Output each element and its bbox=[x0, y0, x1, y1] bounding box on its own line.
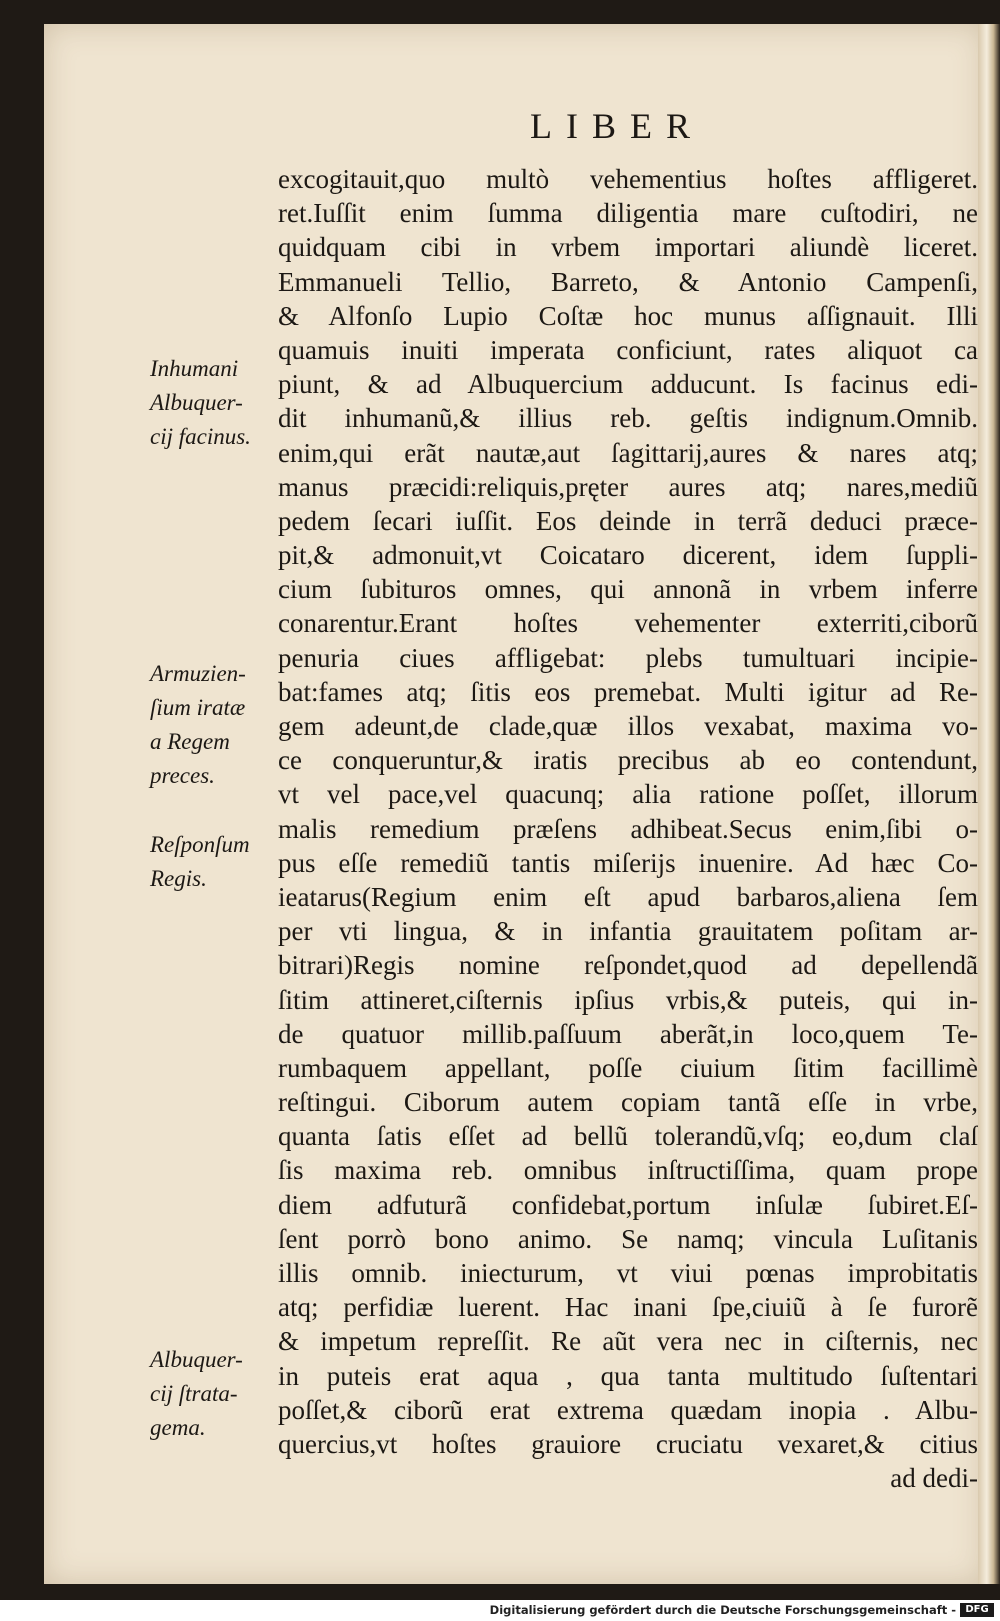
text-line: bat:fames atq; ſitis eos premebat. Multi igitur ad Re- bbox=[278, 676, 978, 707]
text-line: & Alfonſo Lupio Coſtæ hoc munus aſſignauit. Illi bbox=[278, 300, 978, 331]
text-line: enim,qui erãt nautæ,aut ſagittarij,aures & nares atq; bbox=[278, 437, 978, 468]
text-line: bitrari)Regis nomine reſpondet,quod ad depellendã bbox=[278, 950, 978, 981]
text-line: malis remedium præſens adhibeat.Secus enim,ſibi o- bbox=[278, 813, 978, 844]
marginal-note-line: Regis. bbox=[150, 866, 207, 891]
text-line: atq; perfidiæ luerent. Hac inani ſpe,ciuiũ à ſe furorẽ bbox=[278, 1292, 978, 1323]
text-line: vt vel pace,vel quacunq; alia ratione poſſet, illorum bbox=[278, 779, 978, 810]
marginal-note-line: Armuzien- bbox=[150, 661, 246, 686]
text-line: conarentur.Erant hoſtes vehementer exterriti,ciborũ bbox=[278, 608, 978, 639]
text-line: ad dedi- bbox=[890, 1463, 978, 1494]
marginal-note-line: a Regem bbox=[150, 729, 230, 754]
marginal-note-line: Inhumani bbox=[150, 356, 239, 381]
marginal-note-line: preces. bbox=[150, 763, 215, 788]
marginal-note-line: Albuquer- bbox=[150, 1347, 243, 1372]
text-line: piunt, & ad Albuquercium adducunt. Is facinus edi- bbox=[278, 369, 978, 400]
marginal-note-inhumani bbox=[150, 352, 280, 454]
marginal-note-strategema bbox=[150, 1343, 280, 1445]
text-line: Emmanueli Tellio, Barreto, & Antonio Campenſi, bbox=[278, 266, 978, 297]
text-line: pedem ſecari iuſſit. Eos deinde in terrã deduci præce- bbox=[278, 505, 978, 536]
text-line: quanta ſatis eſſet ad bellũ tolerandũ,vſq; eo,dum claſ bbox=[278, 1121, 978, 1152]
text-line: de quatuor millib.paſſuum aberãt,in loco,quem Te- bbox=[278, 1018, 978, 1049]
text-line: ce conqueruntur,& iratis precibus ab eo contendunt, bbox=[278, 745, 978, 776]
text-line: diem adfuturã confidebat,portum inſulæ ſubiret.Eſ- bbox=[278, 1189, 978, 1220]
text-line: ſis maxima reb. omnibus inſtructiſſima, quam prope bbox=[278, 1155, 978, 1186]
text-line: gem adeunt,de clade,quæ illos vexabat, maxima vo- bbox=[278, 711, 978, 741]
marginal-note-line: cij ſtrata- bbox=[150, 1381, 238, 1406]
text-line: illis omnib. iniecturum, vt viui pœnas improbitatis bbox=[278, 1258, 978, 1288]
text-line: in puteis erat aqua , qua tanta multitudo ſuſtentari bbox=[278, 1360, 978, 1391]
page-edge bbox=[978, 24, 1000, 1584]
text-line: quidquam cibi in vrbem importari aliundè liceret. bbox=[278, 232, 978, 263]
text-line: cium ſubituros omnes, qui annonã in vrbem inferre bbox=[278, 574, 978, 605]
marginal-note-line: Reſponſum bbox=[150, 832, 250, 857]
marginal-note-armuzien bbox=[150, 657, 280, 793]
text-line: ſent porrò bono animo. Se namq; vincula Luſitanis bbox=[278, 1223, 978, 1254]
text-line: dit inhumanũ,& illius reb. geſtis indignum.Omnib. bbox=[278, 403, 978, 434]
text-line: ieatarus(Regium enim eſt apud barbaros,aliena ſem bbox=[278, 881, 978, 912]
digitization-credit: Digitalisierung gefördert durch die Deutsche Forschungsgemeinschaft - bbox=[489, 1603, 956, 1617]
text-line: quercius,vt hoſtes grauiore cruciatu vexaret,& citius bbox=[278, 1428, 978, 1459]
text-line: ret.Iuſſit enim ſumma diligentia mare cuſtodiri, ne bbox=[278, 198, 978, 229]
running-head: LIBER bbox=[530, 106, 704, 146]
dfg-logo: DFG bbox=[960, 1603, 994, 1617]
marginal-note-line: cij facinus. bbox=[150, 424, 251, 449]
text-line: quamuis inuiti imperata conficiunt, rates aliquot ca bbox=[278, 334, 978, 365]
text-line: reſtingui. Ciborum autem copiam tantã eſſe in vrbe, bbox=[278, 1087, 978, 1118]
text-line: ſitim attineret,ciſternis ipſius vrbis,& puteis, qui in- bbox=[278, 984, 978, 1015]
body-text bbox=[278, 162, 978, 1495]
text-line: pit,& admonuit,vt Coicataro dicerent, idem ſuppli- bbox=[278, 540, 978, 571]
text-line: rumbaquem appellant, poſſe ciuium ſitim facillimè bbox=[278, 1052, 978, 1083]
text-line: per vti lingua, & in infantia grauitatem poſitam ar- bbox=[278, 916, 978, 947]
text-line: excogitauit,quo multò vehementius hoſtes affligeret. bbox=[278, 164, 978, 194]
text-line: pus eſſe remediũ tantis miſerijs inuenire. Ad hæc Co- bbox=[278, 847, 978, 878]
text-line: manus præcidi:reliquis,pręter aures atq; nares,mediũ bbox=[278, 471, 978, 502]
text-line: penuria ciues affligebat: plebs tumultuari incipie- bbox=[278, 642, 978, 673]
text-line: & impetum repreſſit. Re aũt vera nec in ciſternis, nec bbox=[278, 1326, 978, 1357]
marginal-note-line: gema. bbox=[150, 1415, 206, 1440]
marginal-note-responsum bbox=[150, 828, 280, 896]
text-line: poſſet,& ciborũ erat extrema quædam inopia . Albu- bbox=[278, 1394, 978, 1425]
marginal-note-line: Albuquer- bbox=[150, 390, 243, 415]
marginal-note-line: ſium iratæ bbox=[150, 695, 246, 720]
